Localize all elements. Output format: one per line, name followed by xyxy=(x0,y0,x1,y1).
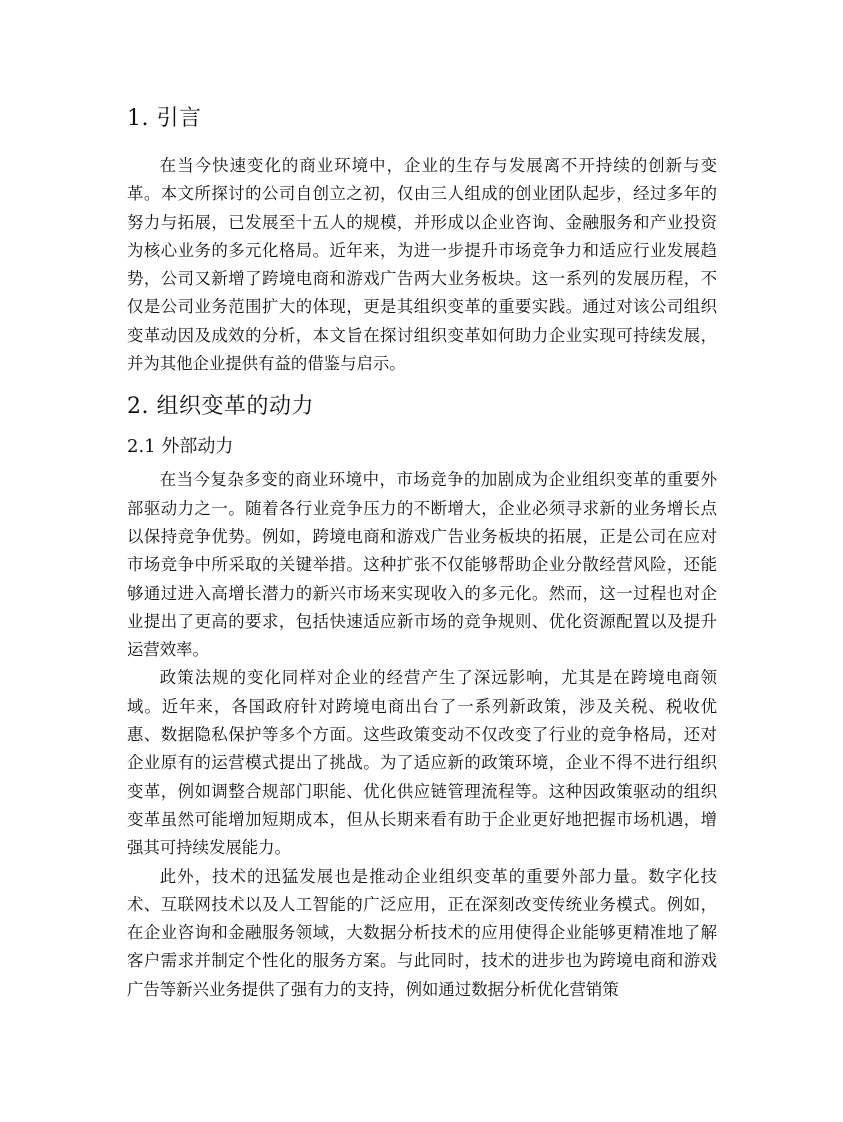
section-heading-drivers: 2. 组织变革的动力 xyxy=(127,394,314,420)
paragraph-market-competition: 在当今复杂多变的商业环境中，市场竞争的加剧成为企业组织变革的重要外部驱动力之一。随着各行业竞争压力的不断增大，企业必须寻求新的业务增长点以保持竞争优势。例如，跨境电商和游戏广告业务板块的拓展，正是公司在应对市场竞争中所采取的关键举措。这种扩张不仅能够帮助企业分散经营风险，还能够通过进入高增长潜力的新兴市场来实现收入的多元化。然而，这一过程也对企业提出了更高的要求，包括快速适应新市场的竞争规则、优化资源配置以及提升运营效率。 xyxy=(127,470,717,660)
paragraph-technology: 此外，技术的迅猛发展也是推动企业组织变革的重要外部力量。数字化技术、互联网技术以及人工智能的广泛应用，正在深刻改变传统业务模式。例如，在企业咨询和金融服务领域，大数据分析技术的应用使得企业能够更精准地了解客户需求并制定个性化的服务方案。与此同时，技术的进步也为跨境电商和游戏广告等新兴业务提供了强有力的支持，例如通过数据分析优化营销策 xyxy=(127,866,717,999)
paragraph-introduction: 在当今快速变化的商业环境中，企业的生存与发展离不开持续的创新与变革。本文所探讨的公司自创立之初，仅由三人组成的创业团队起步，经过多年的努力与拓展，已发展至十五人的规模，并形成以企业咨询、金融服务和产业投资为核心业务的多元化格局。近年来，为进一步提升市场竞争力和适应行业发展趋势，公司又新增了跨境电商和游戏广告两大业务板块。这一系列的发展历程，不仅是公司业务范围扩大的体现，更是其组织变革的重要实践。通过对该公司组织变革动因及成效的分析，本文旨在探讨组织变革如何助力企业实现可持续发展，并为其他企业提供有益的借鉴与启示。 xyxy=(127,156,717,374)
document-page xyxy=(127,96,717,1004)
paragraph-policy-regulation: 政策法规的变化同样对企业的经营产生了深远影响，尤其是在跨境电商领域。近年来，各国政府针对跨境电商出台了一系列新政策，涉及关税、税收优惠、数据隐私保护等多个方面。这些政策变动不仅改变了行业的竞争格局，还对企业原有的运营模式提出了挑战。为了适应新的政策环境，企业不得不进行组织变革，例如调整合规部门职能、优化供应链管理流程等。这种因政策驱动的组织变革虽然可能增加短期成本，但从长期来看有助于企业更好地把握市场机遇，增强其可持续发展能力。 xyxy=(127,668,717,858)
subsection-heading-external-drivers: 2.1 外部动力 xyxy=(127,436,234,458)
section-heading-introduction: 1. 引言 xyxy=(127,106,202,131)
